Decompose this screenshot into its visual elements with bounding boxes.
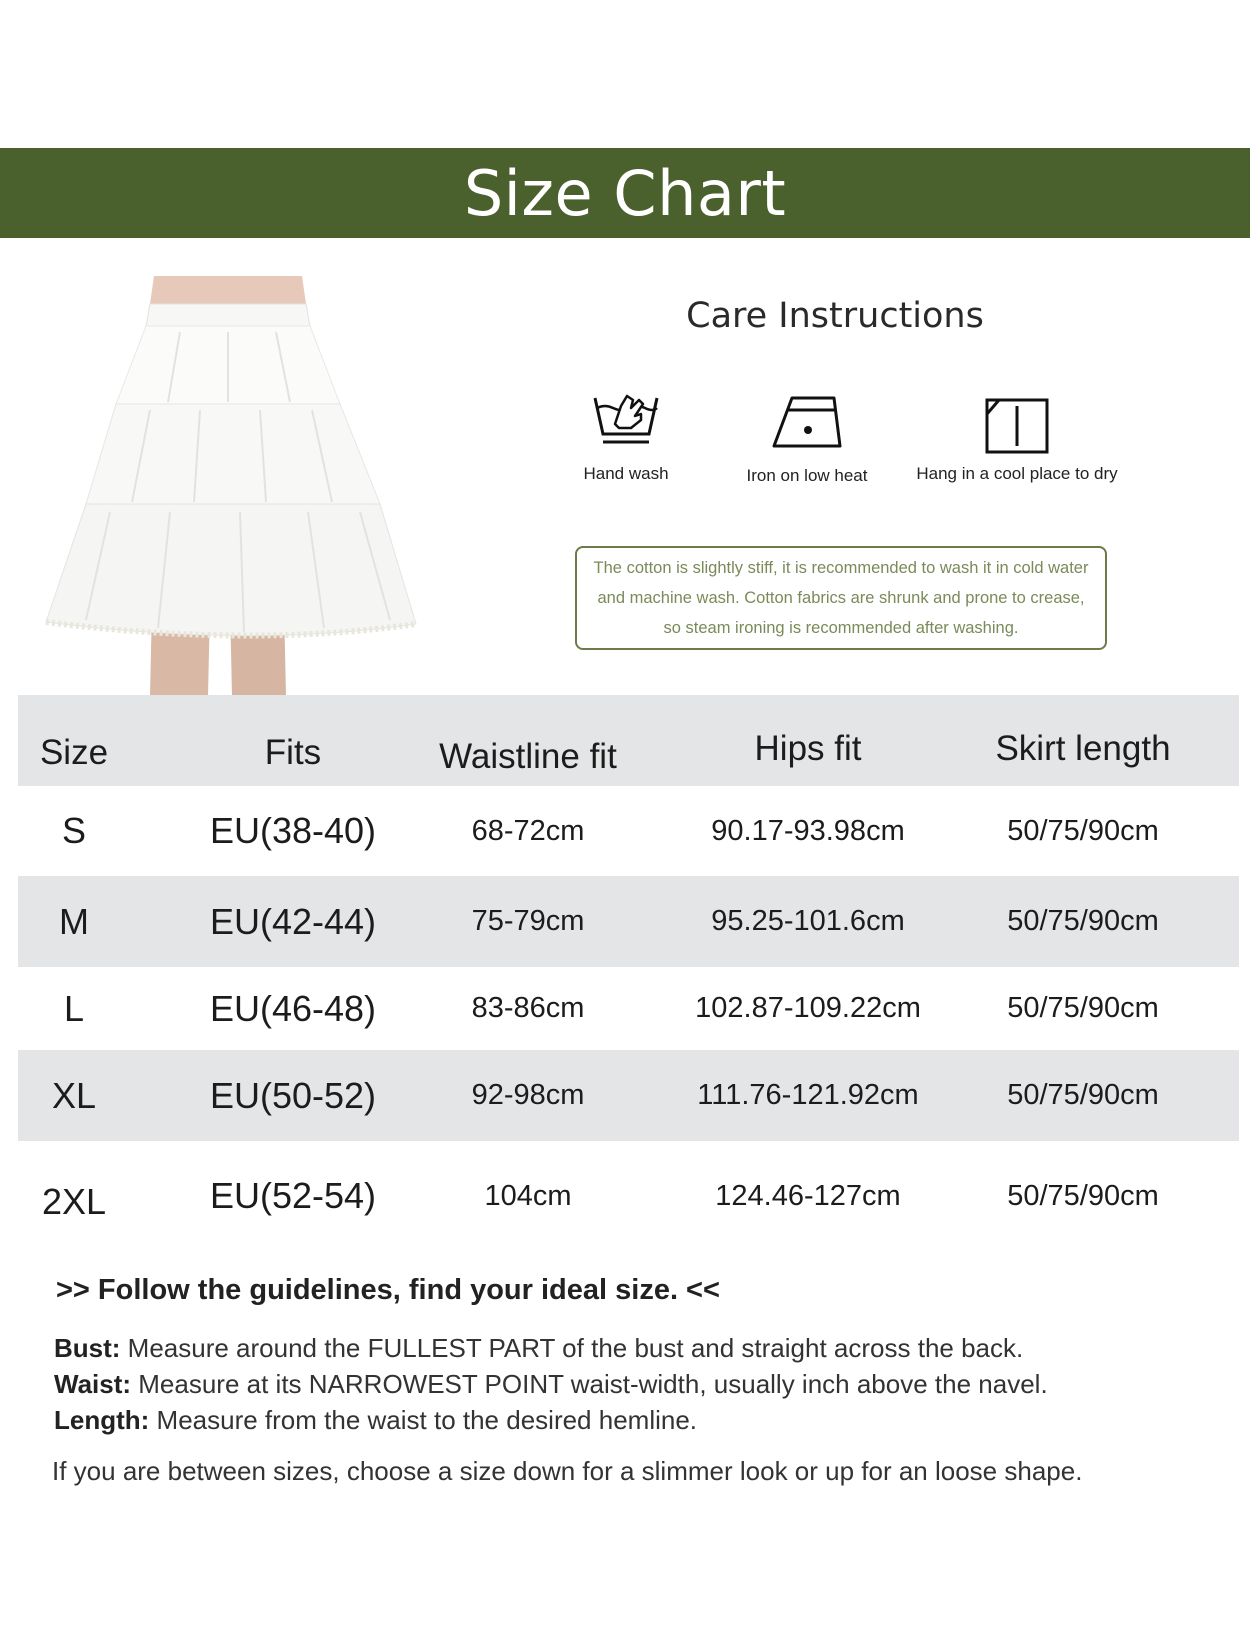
hand-wash-label: Hand wash [583, 464, 669, 483]
care-item-hang-dry [902, 398, 1132, 484]
cell-hips: 124.46-127cm [715, 1179, 901, 1212]
cell-skirt-length: 50/75/90cm [1007, 992, 1159, 1024]
cell-hips: 102.87-109.22cm [695, 992, 921, 1024]
cell-hips: 111.76-121.92cm [697, 1079, 919, 1111]
guide-term: Waist: [54, 1369, 132, 1399]
iron-low-heat-label: Iron on low heat [746, 466, 868, 485]
guide-text: Measure at its NARROWEST POINT waist-width, usually inch above the navel. [131, 1369, 1048, 1399]
table-header-row [18, 695, 1239, 786]
cell-fits: EU(38-40) [209, 810, 377, 851]
cell-fits: EU(46-48) [209, 987, 377, 1029]
guide-text: Measure around the FULLEST PART of the bust and straight across the back. [120, 1333, 1024, 1363]
page-title: Size Chart [463, 156, 787, 230]
cell-fits: EU(42-44) [209, 900, 377, 942]
cell-waistline: 83-86cm [471, 992, 585, 1024]
header-waistline: Waistline fit [439, 736, 617, 776]
cell-fits: EU(50-52) [209, 1074, 377, 1116]
iron-low-heat-icon [770, 390, 844, 450]
cell-size: XL [51, 1074, 97, 1116]
care-item-hand-wash [566, 384, 686, 484]
guide-footer: If you are between sizes, choose a size down for a slimmer look or up for an loose shape. [52, 1456, 1083, 1486]
header-size: Size [39, 732, 109, 772]
guide-line-waist [54, 1366, 1048, 1402]
cell-size: M [59, 900, 89, 942]
cell-waistline: 75-79cm [471, 905, 585, 937]
cell-size: 2XL [41, 1181, 107, 1222]
cell-fits: EU(52-54) [209, 1175, 377, 1216]
guidelines-title: >> Follow the guidelines, find your ideal size. << [56, 1274, 720, 1306]
cell-hips: 90.17-93.98cm [711, 814, 905, 847]
guide-text: Measure from the waist to the desired hemline. [149, 1405, 698, 1435]
table-row [18, 876, 1239, 967]
size-table [18, 695, 1239, 1251]
care-note: The cotton is slightly stiff, it is recommended to wash it in cold water and machine wash. Cotton fabrics are shrunk and prone to crease, so steam ironing is recommended after washing. [575, 546, 1107, 650]
table-row [18, 1141, 1239, 1251]
guide-term: Length: [54, 1405, 150, 1435]
hand-wash-icon [591, 384, 661, 448]
cell-size: L [63, 987, 85, 1029]
cell-skirt-length: 50/75/90cm [1007, 905, 1159, 937]
header-hips: Hips fit [754, 728, 862, 768]
guide-term: Bust: [54, 1333, 121, 1363]
cell-skirt-length: 50/75/90cm [1007, 814, 1159, 847]
cell-waistline: 92-98cm [471, 1079, 585, 1111]
title-banner [0, 148, 1250, 238]
skirt-product-image [40, 276, 420, 696]
cell-size: S [61, 810, 86, 851]
cell-hips: 95.25-101.6cm [711, 905, 905, 937]
cell-waistline: 68-72cm [471, 814, 585, 847]
table-row [18, 786, 1239, 876]
cell-skirt-length: 50/75/90cm [1007, 1079, 1159, 1111]
table-row [18, 967, 1239, 1050]
header-skirt-length: Skirt length [995, 728, 1171, 768]
guide-line-length [54, 1402, 1048, 1438]
hang-dry-icon [985, 398, 1049, 454]
cell-skirt-length: 50/75/90cm [1007, 1179, 1159, 1212]
guide-line-bust [54, 1330, 1048, 1366]
header-fits: Fits [264, 732, 322, 772]
care-item-iron [732, 390, 882, 486]
care-instructions-title: Care Instructions [686, 296, 984, 336]
measurement-guide [54, 1330, 1048, 1438]
cell-waistline: 104cm [484, 1179, 572, 1212]
table-row [18, 1050, 1239, 1141]
hang-dry-label: Hang in a cool place to dry [916, 464, 1118, 483]
